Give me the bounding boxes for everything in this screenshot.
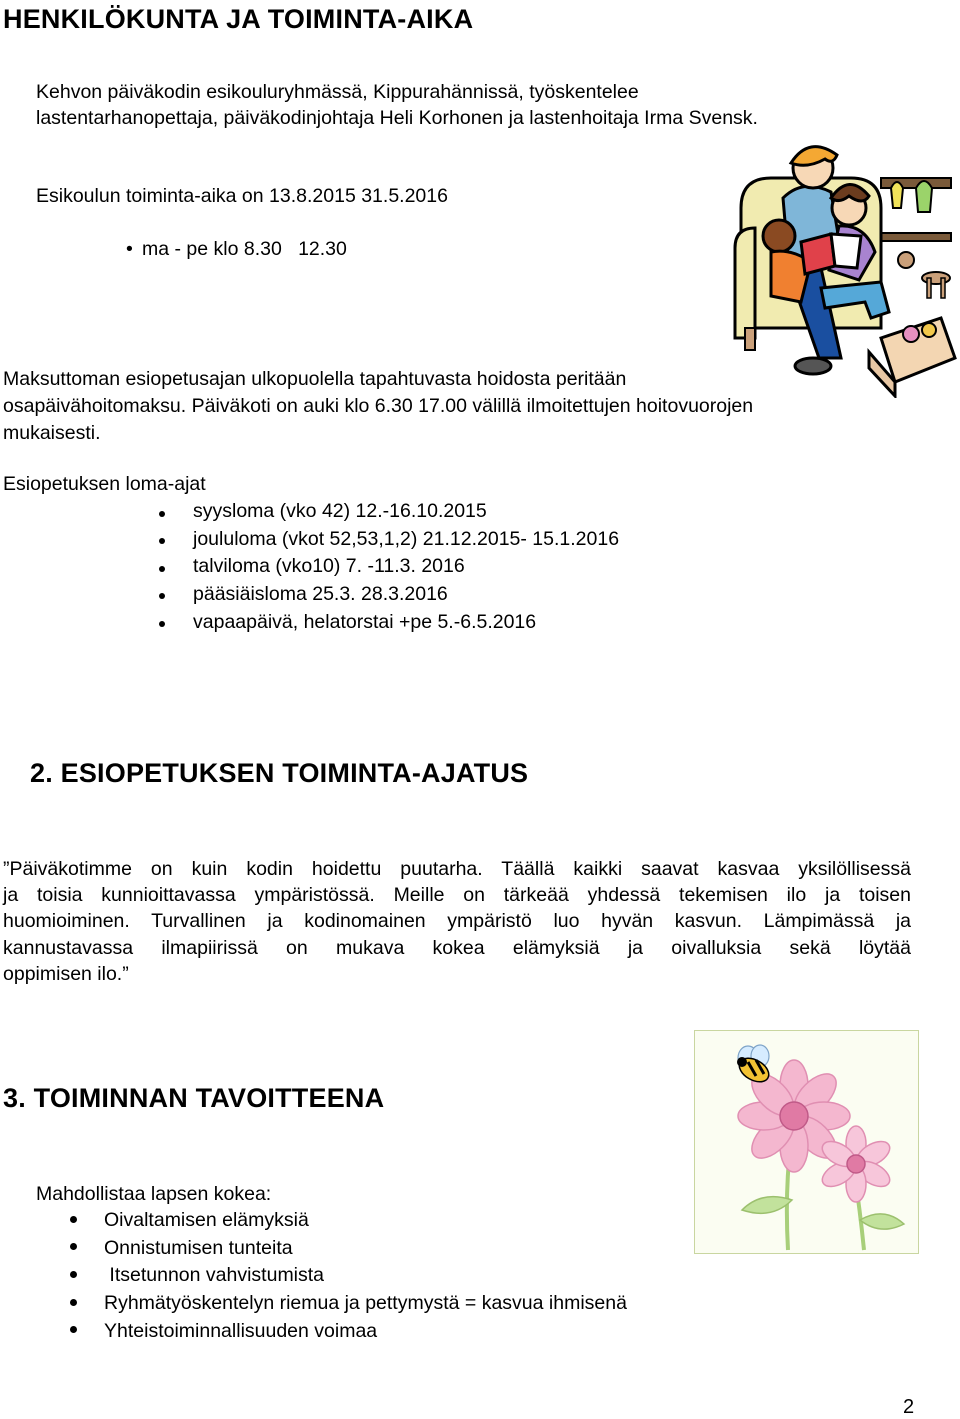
holiday-item: syysloma (vko 42) 12.-16.10.2015 [193, 500, 487, 522]
section-heading-mission: 2. ESIOPETUKSEN TOIMINTA-AJATUS [30, 758, 529, 788]
bullet-icon [159, 566, 165, 572]
flower-bee-illustration [694, 1030, 919, 1254]
mission-line: huomioiminen. Turvallinen ja kodinomainen ympäristö luo hyvän kasvun. Lämpimässä ja [3, 910, 911, 933]
staff-text-line-2: lastentarhanopettaja, päiväkodinjohtaja Heli Korhonen ja lastenhoitaja Irma Svensk. [36, 107, 758, 129]
goal-item: Ryhmätyöskentelyn riemua ja pettymystä = kasvua ihmisenä [104, 1292, 627, 1314]
staff-text-line-1: Kehvon päiväkodin esikouluryhmässä, Kippurahännissä, työskentelee [36, 81, 639, 103]
page-number: 2 [903, 1396, 915, 1418]
goal-item: Onnistumisen tunteita [104, 1237, 293, 1259]
bullet-icon [70, 1216, 77, 1223]
bullet-icon [70, 1326, 77, 1333]
hours-bullet: • [126, 238, 133, 260]
hours-text: ma - pe klo 8.30 12.30 [142, 238, 347, 260]
bullet-icon [70, 1243, 77, 1250]
fee-text-line-2: osapäivähoitomaksu. Päiväkoti on auki klo 6.30 17.00 välillä ilmoitettujen hoitovuorojen [3, 395, 754, 417]
reading-family-illustration [731, 138, 957, 398]
fee-text-line-1: Maksuttoman esiopetusajan ulkopuolella tapahtuvasta hoidosta peritään [3, 368, 627, 390]
goal-item: Oivaltamisen elämyksiä [104, 1209, 309, 1231]
holidays-title: Esiopetuksen loma-ajat [3, 473, 206, 495]
bullet-icon [159, 621, 165, 627]
bullet-icon [159, 538, 165, 544]
goals-intro: Mahdollistaa lapsen kokea: [36, 1183, 272, 1205]
holiday-item: joululoma (vkot 52,53,1,2) 21.12.2015- 15.1.2016 [193, 528, 620, 550]
mission-line: ja toisia kunnioittavassa ympäristössä. Meille on tärkeää yhdessä tekemisen ilo ja toisen [3, 884, 911, 907]
holiday-item: pääsiäisloma 25.3. 28.3.2016 [193, 583, 448, 605]
bullet-icon [159, 511, 165, 517]
bullet-icon [159, 593, 165, 599]
goal-item: Yhteistoiminnallisuuden voimaa [104, 1320, 378, 1342]
section-heading-staff: HENKILÖKUNTA JA TOIMINTA-AIKA [3, 4, 474, 34]
preschool-period-text: Esikoulun toiminta-aika on 13.8.2015 31.5.2016 [36, 185, 448, 207]
mission-line: oppimisen ilo.” [3, 962, 129, 985]
section-heading-goals: 3. TOIMINNAN TAVOITTEENA [3, 1083, 385, 1113]
goal-item: Itsetunnon vahvistumista [104, 1264, 325, 1286]
mission-paragraph [3, 856, 911, 987]
holiday-item: talviloma (vko10) 7. -11.3. 2016 [193, 555, 465, 577]
bullet-icon [70, 1271, 77, 1278]
mission-line: ”Päiväkotimme on kuin kodin hoidettu puutarha. Täällä kaikki saavat kasvaa yksilöllisessä [3, 858, 911, 880]
bullet-icon [70, 1299, 77, 1306]
mission-line: kannustavassa ilmapiirissä on mukava kokea elämyksiä ja oivalluksia sekä löytää [3, 936, 911, 959]
holiday-item: vapaapäivä, helatorstai +pe 5.-6.5.2016 [193, 611, 537, 633]
fee-text-line-3: mukaisesti. [3, 422, 101, 444]
